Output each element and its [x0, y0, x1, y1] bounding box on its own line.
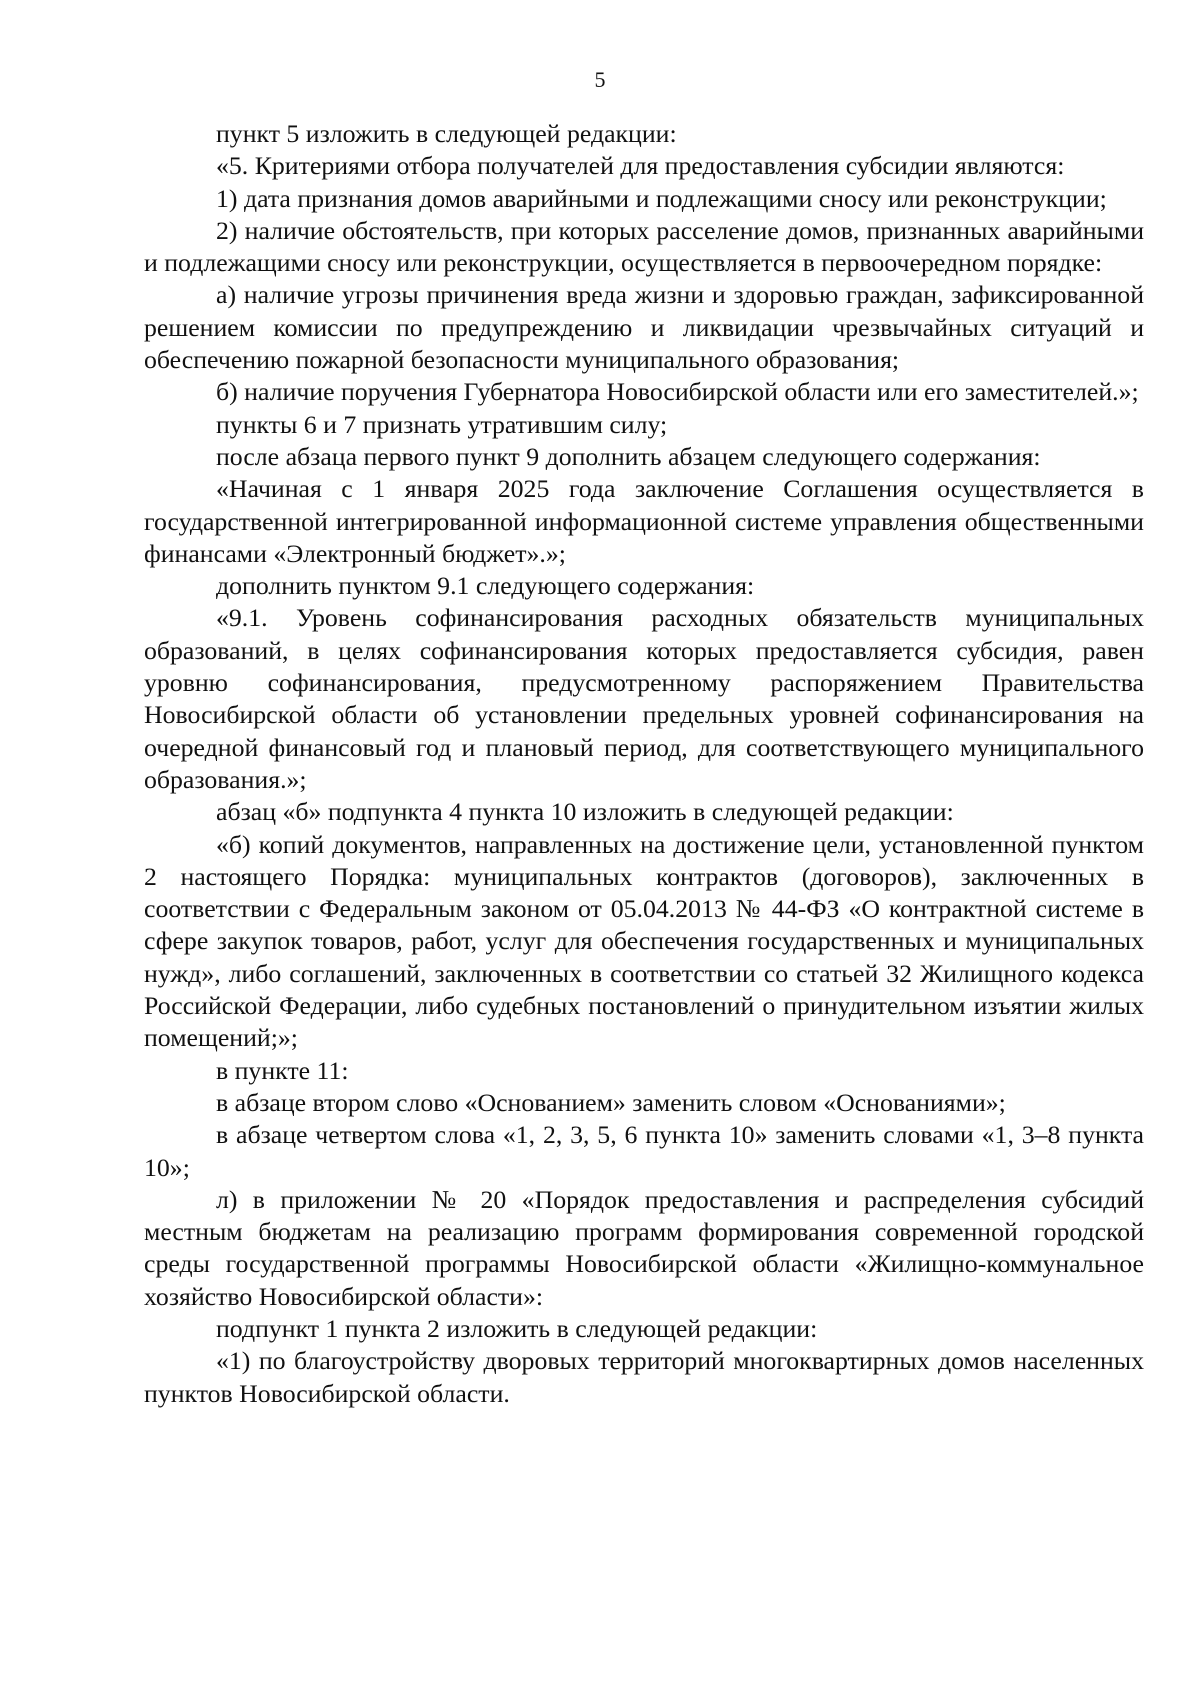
paragraph: «Начиная с 1 января 2025 года заключение Соглашения осуществляется в государственной интегрированной информационной системе управления общественными финансами «Электронный бюджет».»; — [144, 474, 1144, 568]
paragraph: после абзаца первого пункт 9 дополнить абзацем следующего содержания: — [216, 441, 1041, 471]
paragraph: «9.1. Уровень софинансирования расходных обязательств муниципальных образований, в целях софинансирования которых предоставляется субсидия, равен уровню софинансирования, предусмотренному распоряжением Правительства Новосибирской области об установлении предельных уровней софинансирования на очередной финансовый год и плановый период, для соответствующего муниципального образования.»; — [144, 603, 1144, 794]
paragraph: в пункте 11: — [216, 1055, 349, 1085]
paragraph: «1) по благоустройству дворовых территорий многоквартирных домов населенных пунктов Новосибирской области. — [144, 1346, 1144, 1408]
document-body — [144, 118, 1144, 1410]
paragraph: в абзаце втором слово «Основанием» заменить словом «Основаниями»; — [216, 1087, 1006, 1117]
paragraph: пункты 6 и 7 признать утратившим силу; — [216, 409, 668, 439]
page-number: 5 — [594, 67, 606, 92]
paragraph: дополнить пунктом 9.1 следующего содержания: — [216, 571, 755, 601]
paragraph: «б) копий документов, направленных на достижение цели, установленной пунктом 2 настоящего Порядка: муниципальных контрактов (договоров), заключенных в соответствии с Федеральным законом от 05.04.2013 № 44-ФЗ «О контрактной системе в сфере закупок товаров, работ, услуг для обеспечения государственных и муниципальных нужд», либо соглашений, заключенных в соответствии со статьей 32 Жилищного кодекса Российской Федерации, либо судебных постановлений о принудительном изъятии жилых помещений;»; — [144, 829, 1144, 1053]
paragraph: а) наличие угрозы причинения вреда жизни и здоровью граждан, зафиксированной решением комиссии по предупреждению и ликвидации чрезвычайных ситуаций и обеспечению пожарной безопасности муниципального образования; — [144, 280, 1144, 375]
paragraph: «5. Критериями отбора получателей для предоставления субсидии являются: — [216, 151, 1065, 181]
paragraph: 1) дата признания домов аварийными и подлежащими сносу или реконструкции; — [216, 183, 1107, 213]
paragraph: подпункт 1 пункта 2 изложить в следующей редакции: — [216, 1313, 818, 1343]
paragraph: 2) наличие обстоятельств, при которых расселение домов, признанных аварийными и подлежащими сносу или реконструкции, осуществляется в первоочередном порядке: — [144, 215, 1144, 278]
paragraph: л) в приложении № 20 «Порядок предоставления и распределения субсидий местным бюджетам на реализацию программ формирования современной городской среды государственной программы Новосибирской области «Жилищно-коммунальное хозяйство Новосибирской области»: — [144, 1184, 1144, 1311]
paragraph: пункт 5 изложить в следующей редакции: — [216, 119, 677, 148]
paragraph: б) наличие поручения Губернатора Новосибирской области или его заместителей.»; — [216, 377, 1139, 407]
paragraph: в абзаце четвертом слова «1, 2, 3, 5, 6 пункта 10» заменить словами «1, 3–8 пункта 10»; — [144, 1120, 1144, 1182]
paragraph: абзац «б» подпункта 4 пункта 10 изложить в следующей редакции: — [216, 797, 954, 827]
